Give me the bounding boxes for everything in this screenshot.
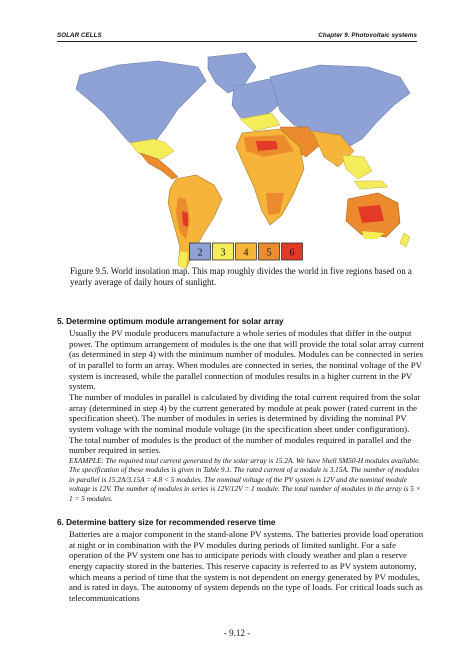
map-region-indonesia: [354, 181, 388, 189]
section-6-body: [69, 529, 424, 604]
map-region-new-zealand: [400, 233, 410, 247]
legend-label-3: 3: [220, 247, 226, 259]
section-6-title: 6. Determine battery size for recommended reserve time: [57, 518, 276, 527]
running-header-right: Chapter 9. Photovoltaic systems: [318, 32, 417, 39]
legend-label-6: 6: [289, 247, 295, 259]
world-insolation-map: [58, 47, 418, 283]
page-number: - 9.12 -: [223, 628, 251, 638]
section-5-example: EXAMPLE: The required total current generated by the solar array is 15.2A. We have Shell SM50-H modules available. The specification of these modules is given in Table 9.1. The rated current of a module is 3.15A. The number of modules in parallel is 15.2A/3.15A = 4.8 < 5 modules. The nominal voltage of the PV system is 12V and the nominal module voltage is 12V. The number of modules in series is 12V/12V = 1 module. The total number of modules in the array is 5 × 1 = 5 modules.: [69, 455, 421, 503]
header-rule: [57, 41, 417, 42]
legend-label-4: 4: [243, 247, 249, 259]
section-6-paragraph-1: Batteries are a major component in the stand-alone PV systems. The batteries provide load operation at night or in combination with the PV modules during periods of limited sunlight. For a safe operation of the PV system one has to anticipate periods with cloudy weather and plan a reserve energy capacity stored in the batteries. This reserve capacity is referred to as PV system autonomy, which means a period of time that the system is not dependent on energy generated by PV modules, and is rated in days. The autonomy of system depends on the type of loads. For critical loads such as telecommunications: [69, 529, 424, 603]
section-5-title: 5. Determine optimum module arrangement for solar array: [57, 317, 284, 326]
map-region-southeast-asia: [342, 155, 372, 179]
map-legend: [190, 243, 303, 260]
map-region-north-america: [76, 61, 206, 149]
section-5-body: [69, 328, 424, 503]
running-header-left: SOLAR CELLS: [57, 32, 102, 39]
section-5-paragraph-1: Usually the PV module producers manufacture a whole series of modules that differ in the output power. The optimum arrangement of modules is the one that will provide the total solar array current (as determined in step 4) with the minimum number of modules. Modules can be connected in series of in parallel to form an array. When modules are connected in series, the nominal voltage of the PV system is increased, while the parallel connection of modules results in a higher current in the PV system.: [69, 328, 424, 392]
figure-caption: Figure 9.5. World insolation map. This map roughly divides the world in five regions based on a yearly average of daily hours of sunlight.: [70, 266, 412, 288]
legend-label-5: 5: [266, 247, 272, 259]
map-region-australia-core: [358, 205, 384, 223]
legend-label-2: 2: [197, 247, 203, 259]
section-5-paragraph-2: The number of modules in parallel is calculated by dividing the total current required from the solar array (determined in step 4) by the current generated by module at peak power (rated current in the specification sheet). The number of modules in series is determined by dividing the nominal PV system voltage with the nominal module voltage (in the specification sheet under configuration). The total number of modules is the product of the number of modules required in parallel and the number required in series.: [69, 391, 421, 456]
map-region-us-south: [130, 139, 174, 159]
